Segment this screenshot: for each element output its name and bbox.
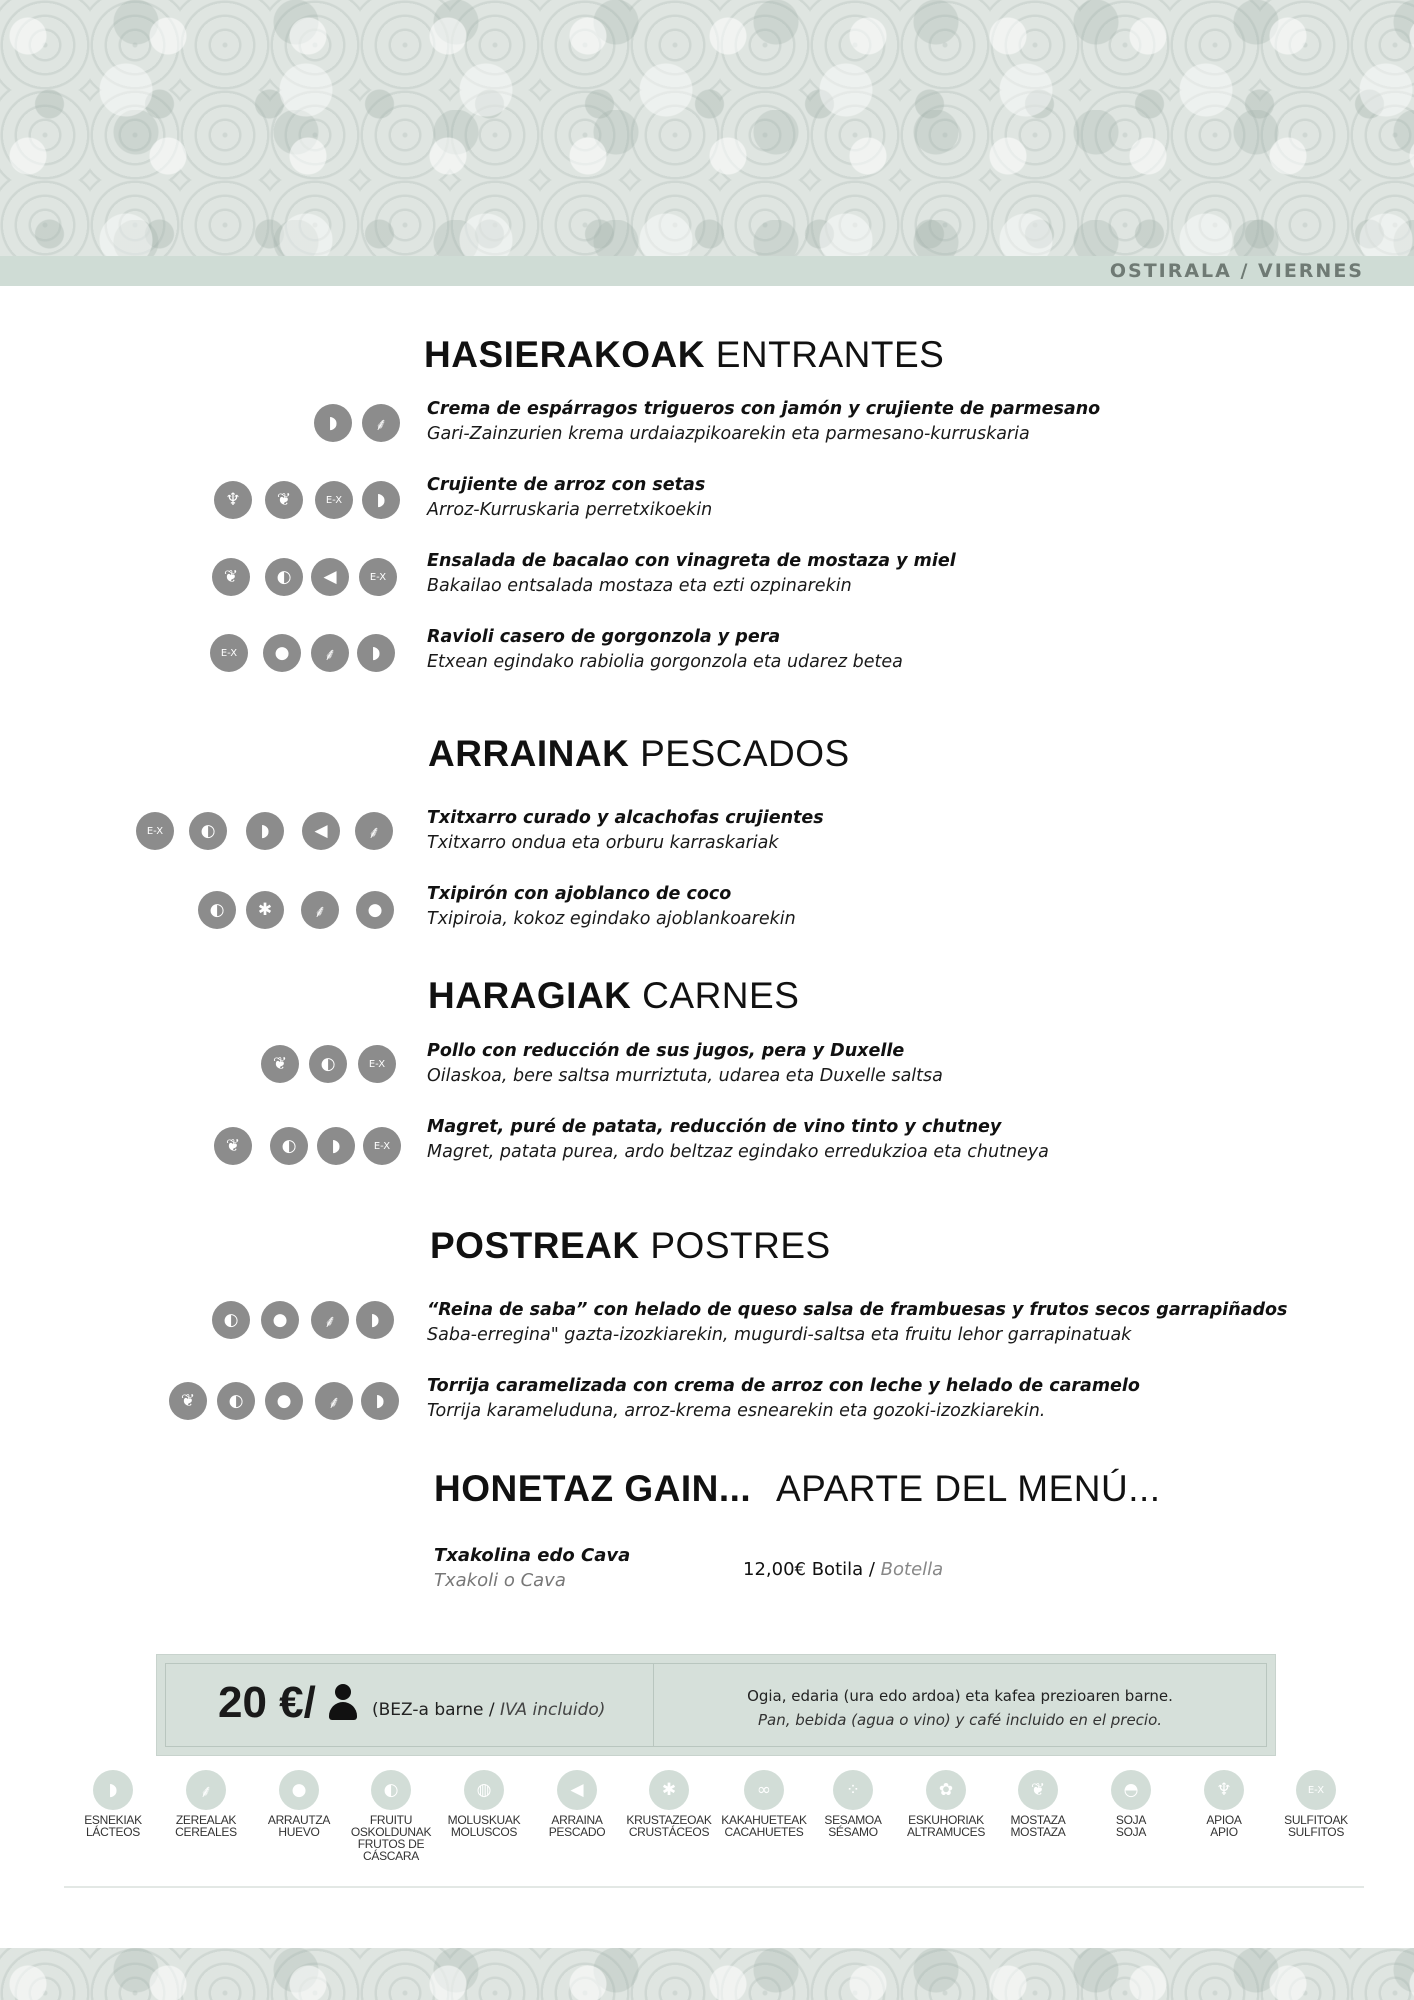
dish-name-es: Pollo con reducción de sus jugos, pera y Duxelle bbox=[427, 1041, 905, 1061]
allergen-label: APIOA APIO bbox=[1206, 1813, 1242, 1839]
allergen-label: MOSTAZA MOSTAZA bbox=[1010, 1813, 1066, 1839]
allergen-legend-item bbox=[1086, 1770, 1176, 1838]
nut-icon: ◐ bbox=[265, 558, 303, 596]
person-icon bbox=[328, 1684, 358, 1722]
cereal-icon: ⸙ bbox=[362, 404, 400, 442]
egg-icon: ● bbox=[279, 1770, 319, 1810]
egg-icon: ● bbox=[263, 634, 301, 672]
day-label: OSTIRALA / VIERNES bbox=[1109, 260, 1364, 282]
menu-item bbox=[427, 1039, 1327, 1089]
dish-name-es: “Reina de saba” con helado de queso salsa de frambuesas y frutos secos garrapiñados bbox=[427, 1300, 1288, 1320]
allergen-legend-item bbox=[624, 1770, 714, 1838]
dish-name-es: Ravioli casero de gorgonzola y pera bbox=[427, 627, 781, 647]
cereal-icon: ⸙ bbox=[311, 634, 349, 672]
menu-item bbox=[427, 625, 1327, 675]
allergen-legend-item bbox=[901, 1770, 991, 1838]
sulphite-icon: E-X bbox=[363, 1127, 401, 1165]
egg-icon: ● bbox=[265, 1382, 303, 1420]
day-band bbox=[0, 256, 1414, 286]
sulphite-icon: E-X bbox=[358, 1045, 396, 1083]
milk-icon: ◗ bbox=[361, 1382, 399, 1420]
price-panel bbox=[166, 1664, 654, 1746]
celery-icon: ♆ bbox=[1204, 1770, 1244, 1810]
extra-name-es: Txakoli o Cava bbox=[434, 1570, 566, 1591]
milk-icon: ◗ bbox=[356, 1301, 394, 1339]
lupin-icon: ✿ bbox=[926, 1770, 966, 1810]
nut-icon: ◐ bbox=[212, 1301, 250, 1339]
dish-name-es: Torrija caramelizada con crema de arroz con leche y helado de caramelo bbox=[427, 1376, 1140, 1396]
floral-footer-pattern bbox=[0, 1948, 1414, 2000]
mollusc-icon: ◍ bbox=[464, 1770, 504, 1810]
extra-price: 12,00€ Botila / Botella bbox=[743, 1559, 944, 1580]
soy-icon: ◓ bbox=[1111, 1770, 1151, 1810]
nut-icon: ◐ bbox=[309, 1045, 347, 1083]
allergen-legend-item bbox=[346, 1770, 436, 1862]
milk-icon: ◗ bbox=[314, 404, 352, 442]
nut-icon: ◐ bbox=[371, 1770, 411, 1810]
dish-name-eu: Magret, patata purea, ardo beltzaz egindako erredukzioa eta chutneya bbox=[427, 1142, 1049, 1162]
menu-item bbox=[427, 397, 1327, 447]
allergen-legend-item bbox=[808, 1770, 898, 1838]
allergen-legend-item bbox=[1179, 1770, 1269, 1838]
cereal-icon: ⸙ bbox=[186, 1770, 226, 1810]
allergen-label: ESNEKIAK LÁCTEOS bbox=[84, 1813, 142, 1839]
mustard-icon: ❦ bbox=[261, 1045, 299, 1083]
crustacean-icon: ✱ bbox=[246, 891, 284, 929]
dish-name-es: Crujiente de arroz con setas bbox=[427, 475, 706, 495]
menu-item bbox=[427, 549, 1327, 599]
section-title-pescados: ARRAINAK PESCADOS bbox=[428, 733, 850, 774]
allergen-legend-item bbox=[719, 1770, 809, 1838]
dish-name-eu: Bakailao entsalada mostaza eta ezti ozpinarekin bbox=[427, 576, 852, 596]
included-note: Ogia, edaria (ura edo ardoa) eta kafea prezioaren barne. Pan, bebida (agua o vino) y café incluido en el precio. bbox=[747, 1687, 1173, 1729]
dish-name-eu: Oilaskoa, bere saltsa murriztuta, udarea eta Duxelle saltsa bbox=[427, 1066, 943, 1086]
section-title-extras: HONETAZ GAIN... APARTE DEL MENÚ... bbox=[434, 1468, 1161, 1509]
menu-item bbox=[427, 1374, 1327, 1424]
allergen-label: SESAMOA SÉSAMO bbox=[824, 1813, 882, 1839]
allergen-legend-item bbox=[254, 1770, 344, 1838]
milk-icon: ◗ bbox=[317, 1127, 355, 1165]
menu-item bbox=[427, 1298, 1327, 1348]
dish-name-es: Txitxarro curado y alcachofas crujientes bbox=[427, 808, 824, 828]
allergen-legend-item bbox=[439, 1770, 529, 1838]
milk-icon: ◗ bbox=[357, 634, 395, 672]
fish-icon: ◀ bbox=[311, 558, 349, 596]
dish-name-es: Txipirón con ajoblanco de coco bbox=[427, 884, 732, 904]
sulphite-icon: E-X bbox=[315, 481, 353, 519]
allergen-legend-item bbox=[993, 1770, 1083, 1838]
allergen-label: SOJA SOJA bbox=[1115, 1813, 1147, 1839]
cereal-icon: ⸙ bbox=[355, 812, 393, 850]
crustacean-icon: ✱ bbox=[649, 1770, 689, 1810]
mustard-icon: ❦ bbox=[265, 481, 303, 519]
dish-name-eu: Etxean egindako rabiolia gorgonzola eta udarez betea bbox=[427, 652, 903, 672]
allergen-legend-item bbox=[532, 1770, 622, 1838]
allergen-legend bbox=[68, 1770, 1368, 1880]
dish-name-es: Ensalada de bacalao con vinagreta de mostaza y miel bbox=[427, 551, 956, 571]
mustard-icon: ❦ bbox=[1018, 1770, 1058, 1810]
floral-header-pattern bbox=[0, 0, 1414, 256]
mustard-icon: ❦ bbox=[214, 1127, 252, 1165]
allergen-legend-item bbox=[161, 1770, 251, 1838]
cereal-icon: ⸙ bbox=[311, 1301, 349, 1339]
section-title-entrantes: HASIERAKOAK ENTRANTES bbox=[424, 334, 945, 375]
dish-name-eu: Torrija karameluduna, arroz-krema esnearekin eta gozoki-izozkiarekin. bbox=[427, 1401, 1046, 1421]
menu-item bbox=[427, 1115, 1327, 1165]
allergen-label: KAKAHUETEAK CACAHUETES bbox=[721, 1813, 807, 1839]
milk-icon: ◗ bbox=[93, 1770, 133, 1810]
allergen-legend-item bbox=[1271, 1770, 1361, 1838]
peanut-icon: ∞ bbox=[744, 1770, 784, 1810]
allergen-label: ARRAINA PESCADO bbox=[548, 1813, 606, 1839]
allergen-label: ESKUHORIAK ALTRAMUCES bbox=[906, 1813, 986, 1839]
milk-icon: ◗ bbox=[362, 481, 400, 519]
vat-note: (BEZ-a barne / IVA incluido) bbox=[372, 1700, 606, 1720]
section-title-postres: POSTREAK POSTRES bbox=[430, 1225, 831, 1266]
sulphite-icon: E-X bbox=[1296, 1770, 1336, 1810]
allergen-label: MOLUSKUAK MOLUSCOS bbox=[447, 1813, 521, 1839]
dish-name-eu: Arroz-Kurruskaria perretxikoekin bbox=[427, 500, 713, 520]
menu-item bbox=[427, 882, 1327, 932]
celery-icon: ♆ bbox=[214, 481, 252, 519]
nut-icon: ◐ bbox=[217, 1382, 255, 1420]
sulphite-icon: E-X bbox=[210, 634, 248, 672]
mustard-icon: ❦ bbox=[212, 558, 250, 596]
milk-icon: ◗ bbox=[246, 812, 284, 850]
allergen-legend-item bbox=[68, 1770, 158, 1838]
allergen-label: SULFITOAK SULFITOS bbox=[1284, 1813, 1348, 1839]
sulphite-icon: E-X bbox=[359, 558, 397, 596]
sulphite-icon: E-X bbox=[136, 812, 174, 850]
allergen-label: KRUSTAZEOAK CRUSTÁCEOS bbox=[626, 1813, 712, 1839]
menu-item bbox=[427, 473, 1327, 523]
divider bbox=[64, 1886, 1364, 1888]
dish-name-es: Magret, puré de patata, reducción de vino tinto y chutney bbox=[427, 1117, 1002, 1137]
sesame-icon: ⁘ bbox=[833, 1770, 873, 1810]
allergen-label: ZEREALAK CEREALES bbox=[175, 1813, 237, 1839]
fish-icon: ◀ bbox=[557, 1770, 597, 1810]
dish-name-eu: Txitxarro ondua eta orburu karraskariak bbox=[427, 833, 779, 853]
menu-item bbox=[427, 806, 1327, 856]
dish-name-eu: Txipiroia, kokoz egindako ajoblankoarekin bbox=[427, 909, 796, 929]
nut-icon: ◐ bbox=[270, 1127, 308, 1165]
menu-price-box bbox=[156, 1654, 1276, 1756]
fish-icon: ◀ bbox=[302, 812, 340, 850]
nut-icon: ◐ bbox=[189, 812, 227, 850]
mustard-icon: ❦ bbox=[169, 1382, 207, 1420]
dish-name-es: Crema de espárragos trigueros con jamón y crujiente de parmesano bbox=[427, 399, 1101, 419]
allergen-label: FRUITU OSKOLDUNAK FRUTOS DE CÁSCARA bbox=[350, 1813, 432, 1863]
cereal-icon: ⸙ bbox=[315, 1382, 353, 1420]
section-title-carnes: HARAGIAK CARNES bbox=[428, 975, 800, 1016]
dish-name-eu: Gari-Zainzurien krema urdaiazpikoarekin eta parmesano-kurruskaria bbox=[427, 424, 1030, 444]
cereal-icon: ⸙ bbox=[301, 891, 339, 929]
extra-name-eu: Txakolina edo Cava bbox=[434, 1545, 631, 1566]
egg-icon: ● bbox=[261, 1301, 299, 1339]
price-amount: 20 €/ bbox=[218, 1678, 316, 1727]
extra-item bbox=[434, 1543, 630, 1593]
allergen-label: ARRAUTZA HUEVO bbox=[267, 1813, 331, 1839]
dish-name-eu: Saba-erregina" gazta-izozkiarekin, mugurdi-saltsa eta fruitu lehor garrapinatuak bbox=[427, 1325, 1132, 1345]
egg-icon: ● bbox=[356, 891, 394, 929]
nut-icon: ◐ bbox=[198, 891, 236, 929]
